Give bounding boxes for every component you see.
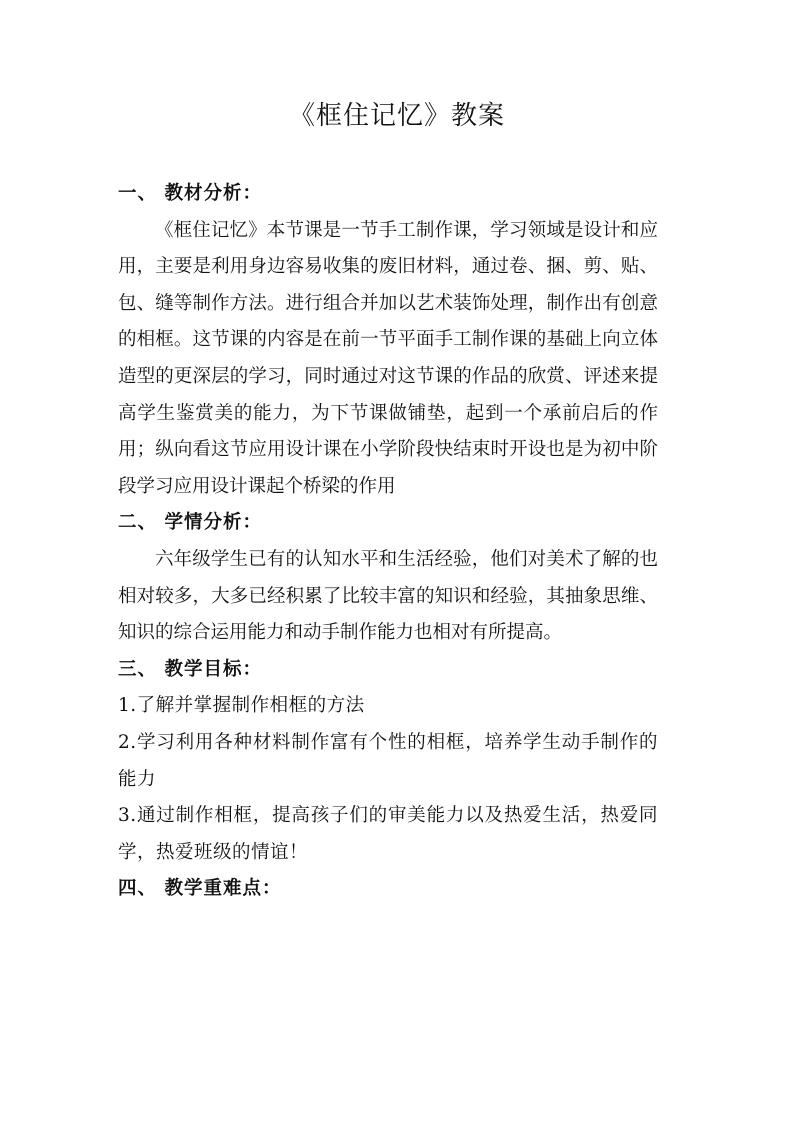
section-paragraph: 《框住记忆》本节课是一节手工制作课，学习领域是设计和应用，主要是利用身边容易收集的废旧材料，通过卷、捆、剪、贴、包、缝等制作方法。进行组合并加以艺术装饰处理，制作出有创意的相框。这节课的内容是在前一节平面手工制作课的基础上向立体造型的更深层的学习，同时通过对这节课的作品的欣赏、评述来提高学生鉴赏美的能力，为下节课做铺垫，起到一个承前启后的作用；纵向看这节应用设计课在小学阶段快结束时开设也是为初中阶段学习应用设计课起个桥梁的作用	[118, 219, 658, 497]
section-paragraph: 六年级学生已有的认知水平和生活经验，他们对美术了解的也相对较多，大多已经积累了比较丰富的知识和经验，其抽象思维、知识的综合运用能力和动手制作能力也相对有所提高。	[118, 548, 658, 644]
goal-item: 2.学习利用各种材料制作富有个性的相框，培养学生动手制作的能力	[118, 731, 658, 790]
section-heading-textbook-analysis: 一、 教材分析：	[118, 183, 262, 204]
goal-item: 1.了解并掌握制作相框的方法	[118, 695, 365, 717]
document-title: 《框住记忆》教案	[288, 101, 505, 131]
section-heading-key-points: 四、 教学重难点：	[118, 878, 282, 900]
section-heading-teaching-goals: 三、 教学目标：	[118, 658, 262, 680]
document-body	[118, 176, 658, 908]
goal-item: 3.通过制作相框，提高孩子们的审美能力以及热爱生活，热爱同学，热爱班级的情谊！	[118, 805, 658, 863]
section-heading-student-analysis: 二、 学情分析：	[118, 512, 262, 534]
